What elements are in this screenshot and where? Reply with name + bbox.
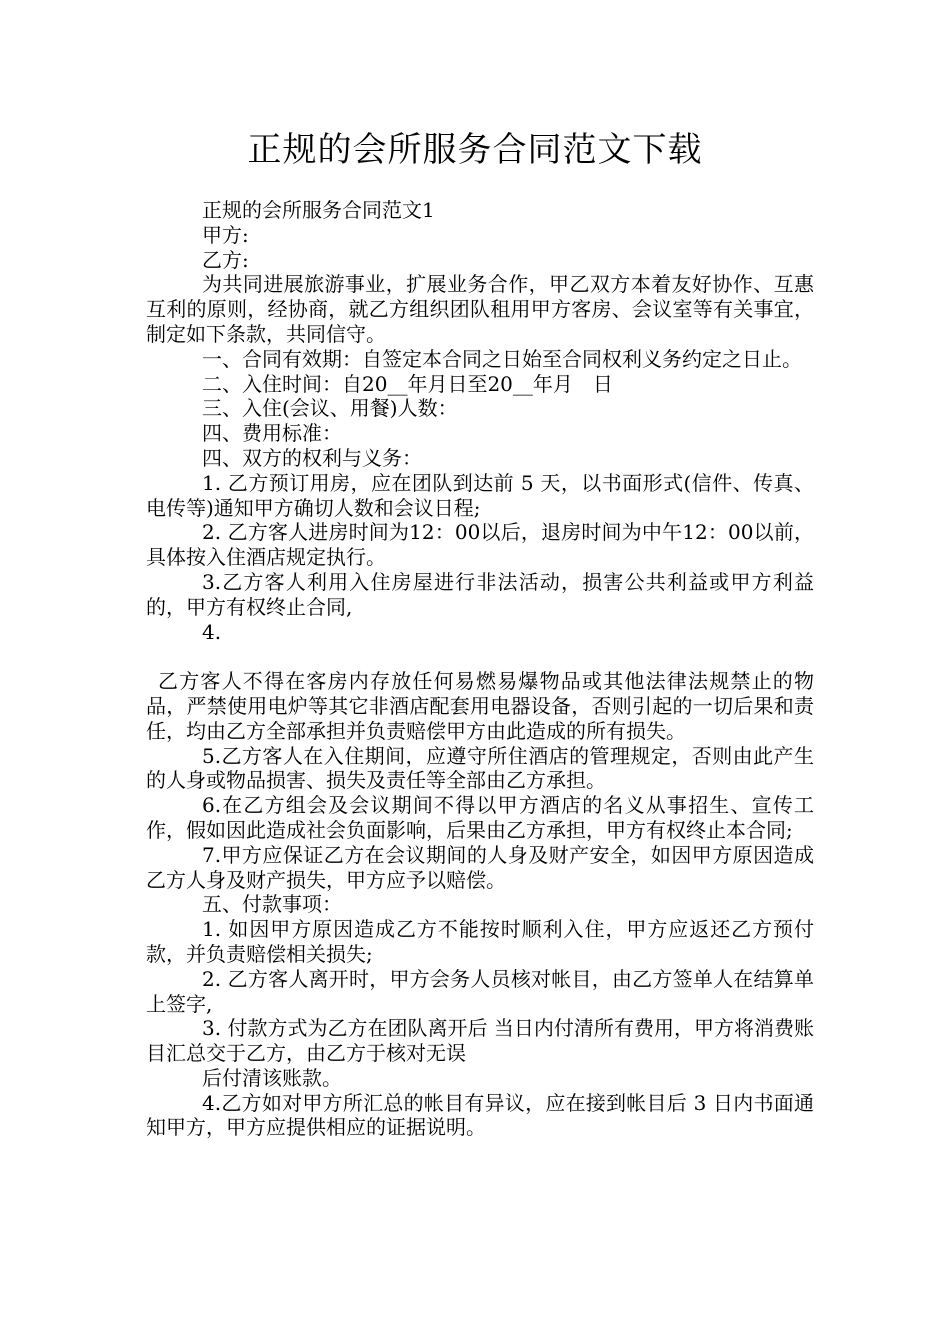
duty-item-7: 7.甲方应保证乙方在会议期间的人身及财产安全，如因甲方原因造成乙方人身及财产损失，甲方应予以赔偿。 [146,842,814,892]
payment-item-3: 3. 付款方式为乙方在团队离开后 当日内付清所有费用，甲方将消费账目汇总交于乙方，由乙方于核对无误 [146,1016,814,1066]
document-title: 正规的会所服务合同范文下载 [247,130,703,170]
clause-payment-heading: 五、付款事项： [202,892,342,917]
clause-validity: 一、合同有效期：自签定本合同之日始至合同权利义务约定之日止。 [202,346,802,371]
payment-item-2: 2. 乙方客人离开时，甲方会务人员核对帐目，由乙方签单人在结算单上签字, [146,966,814,1016]
clause-headcount: 三、入住(会议、用餐)人数： [202,396,458,421]
duty-item-1: 1. 乙方预订用房，应在团队到达前 5 天，以书面形式(信件、传真、电传等)通知甲方确切人数和会议日程; [146,470,814,520]
party-b-label: 乙方: [202,247,249,272]
duty-item-2: 2. 乙方客人进房时间为12：00以后，退房时间为中午12：00以前，具体按入住酒店规定执行。 [146,520,814,570]
clause-rights-duties-heading: 四、双方的权利与义务： [202,445,422,470]
clause-check-in-time: 二、入住时间：自20__年月日至20__年月 日 [202,371,613,396]
document-body [146,198,814,1140]
clause-fee-standard: 四、费用标准： [202,421,342,446]
duty-item-3: 3.乙方客人利用入住房屋进行非法活动，损害公共利益或甲方利益的，甲方有权终止合同, [146,569,814,619]
duty-item-6: 6.在乙方组会及会议期间不得以甲方酒店的名义从事招生、宣传工作，假如因此造成社会负面影响，后果由乙方承担，甲方有权终止本合同; [146,793,814,842]
duty-item-5: 5.乙方客人在入住期间，应遵守所住酒店的管理规定，否则由此产生的人身或物品损害、损失及责任等全部由乙方承担。 [146,743,814,793]
payment-item-3-continued: 后付清该账款。 [202,1065,342,1090]
party-a-label: 甲方: [202,222,249,247]
contract-subtitle: 正规的会所服务合同范文1 [202,198,435,222]
duty-item-4-number: 4. [202,619,222,644]
payment-item-1: 1. 如因甲方原因造成乙方不能按时顺利入住，甲方应返还乙方预付款，并负责赔偿相关损失; [146,917,814,966]
duty-item-4-text: 乙方客人不得在客房内存放任何易燃易爆物品或其他法律法规禁止的物品，严禁使用电炉等其它非酒店配套用电器设备，否则引起的一切后果和责任，均由乙方全部承担并负责赔偿甲方由此造成的所有损失。 [146,669,814,743]
payment-item-4: 4.乙方如对甲方所汇总的帐目有异议，应在接到帐目后 3 日内书面通知甲方，甲方应提供相应的证据说明。 [146,1090,814,1140]
preamble-paragraph: 为共同进展旅游事业，扩展业务合作，甲乙双方本着友好协作、互惠互利的原则，经协商，就乙方组织团队租用甲方客房、会议室等有关事宜，制定如下条款，共同信守。 [146,272,814,346]
blank-line [146,644,814,669]
